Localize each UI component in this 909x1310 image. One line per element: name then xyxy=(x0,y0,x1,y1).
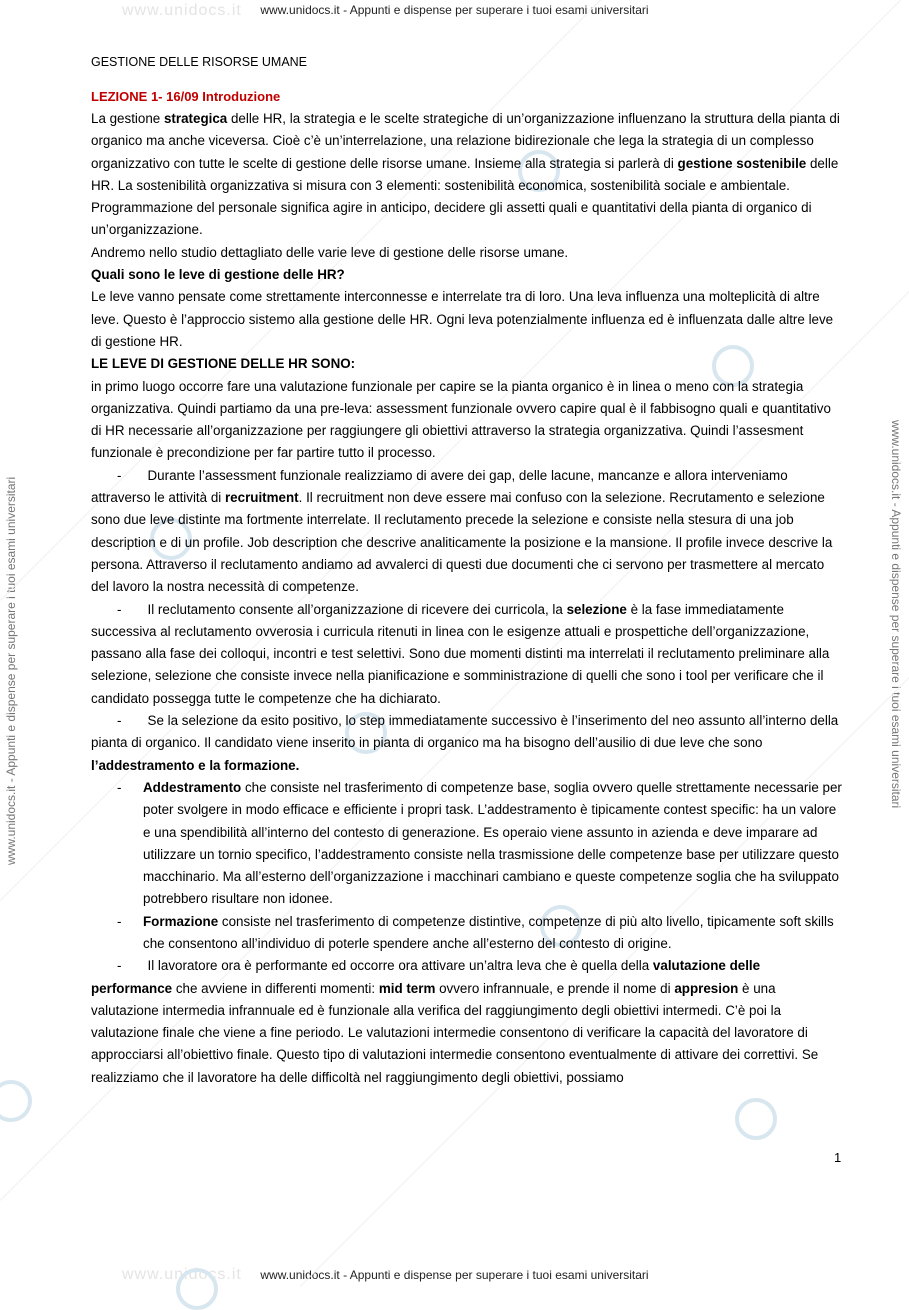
paragraph-recruitment: - Durante l’assessment funzionale realizziamo di avere dei gap, delle lacune, mancanze e allora interveniamo attraverso le attività di recruitment. Il recruitment non deve essere mai confuso con la selezione. Recrutamento e selezione sono due leve distinte ma fortmente interrelate. Il reclutamento precede la selezione e consiste nella stesura di una job description e di un profile. Job description che descrive analiticamente la posizione e la mansione. Il profile invece descrive la persona. Attraverso il reclutamento andiamo ad avvalerci di questi due documenti che ci servono per trasmettere al mercato del lavoro la nostra necessità di competenze. xyxy=(91,467,833,595)
paragraph-programmazione: Programmazione del personale significa agire in anticipo, decidere gli assetti quali e quantitativi della pianta di organico di un’organizzazione. xyxy=(91,200,812,238)
watermark-logo-icon xyxy=(735,1098,777,1140)
paragraph-question: Quali sono le leve di gestione delle HR? xyxy=(91,267,345,283)
paragraph-strategy: La gestione strategica delle HR, la strategia e le scelte strategiche di un’organizzazione influenzano la struttura della pianta di organico ma anche viceversa. Cioè c’è un’interrelazione, una relazione bidirezionale che lega la strategia di un complesso organizzativo con tutte le scelte di gestione delle risorse umane. Insieme alla strategia si parlerà di gestione sostenibile delle HR. La sostenibilità organizzativa si misura con 3 elementi: sostenibilità economica, sostenibilità sociale e ambientale. xyxy=(91,111,840,193)
paragraph-valutazione: - Il lavoratore ora è performante ed occorre ora attivare un’altra leva che è quella della valutazione delle performance che avviene in differenti momenti: mid term ovvero infrannuale, e prende il nome di appresion è una valutazione intermedia infrannuale ed è funzionale alla verifica del raggiungimento degli obiettivi intermedi. C’è poi la valutazione finale che viene a fine periodo. Le valutazioni intermedie consentono di verificare la capacità del lavoratore di approcciarsi all’obiettivo finale. Questo tipo di valutazioni intermedie consentono eventualmente di attivare dei correttivi. Se realizziamo che il lavoratore ha delle difficoltà nel raggiungimento degli obiettivi, possiamo xyxy=(91,958,819,1085)
paragraph-leve-heading: LE LEVE DI GESTIONE DELLE HR SONO: xyxy=(91,356,356,372)
paragraph-leve: Le leve vanno pensate come strettamente interconnesse e interrelate tra di loro. Una leva influenza una molteplicità di altre leve. Questo è l’approccio sistemo alla gestione delle HR. Ogni leva potenzialmente influenza ed è influenzata dalle altre leve di gestione HR. xyxy=(91,289,834,349)
document-title: GESTIONE DELLE RISORSE UMANE xyxy=(91,55,308,69)
watermark-banner-bottom: www.unidocs.it - Appunti e dispense per superare i tuoi esami universitari xyxy=(260,1268,649,1282)
paragraph-selezione: - Il reclutamento consente all’organizzazione di ricevere dei curricola, la selezione è la fase immediatamente successiva al reclutamento ovverosia i curricula ritenuti in linea con le esigenze attuali e prospettiche dell’organizzazione, passano alla fase dei colloqui, incontri e test selettivi. Sono due momenti distinti ma interrelati il reclutamento preliminare alla selezione, selezione che consiste invece nella pianificazione e somministrazione di quelli che sono i tool per verificare che il candidato possegga tutte le competenze che ha dichiarato. xyxy=(91,601,830,706)
page-number: 1 xyxy=(834,1150,842,1165)
watermark-side-left: www.unidocs.it - Appunti e dispense per superare i tuoi esami universitari xyxy=(4,476,18,865)
list-item-addestramento: - Addestramento che consiste nel trasferimento di competenze base, soglia ovvero quelle strettamente necessarie per poter svolgere in modo efficace e efficiente i propri task. L’addestramento è tipicamente contest specific: ha un valore e una spendibilità all’interno del contesto di generazione. Es operaio viene assunto in azienda e deve imparare ad utilizzare un tornio specifico, l’addestramento consiste nella trasmissione delle competenze base per utilizzare questo macchinario. Ma all’esterno dell’organizzazione i macchinari cambiano e queste competenze soglia che ha sviluppato potrebbero risultare non idonee. xyxy=(117,779,842,907)
paragraph-assessment: in primo luogo occorre fare una valutazione funzionale per capire se la pianta organico è in linea o meno con la strategia organizzativa. Quindi partiamo da una pre-leva: assessment funzionale ovvero capire qual è il fabbisogno quali e quantitativo di HR necessarie all’organizzazione per raggiungere gli obiettivi attraverso la strategia organizzativa. Quindi l’assesment funzionale è precondizione per far partire tutto il processo. xyxy=(91,378,831,461)
list-item-formazione: - Formazione consiste nel trasferimento di competenze distintive, competenze di più alto livello, tipicamente soft skills che consentono all’individuo di poterle spendere anche all’esterno del contesto di origine. xyxy=(117,913,834,951)
paragraph-inserimento: - Se la selezione da esito positivo, lo step immediatamente successivo è l’inserimento del neo assunto all’interno della pianta di organico. Il candidato viene inserito in pianta di organico ma ha bisogno dell’ausilio di due leve che sono l’addestramento e la formazione. xyxy=(91,713,839,773)
watermark-logo-icon xyxy=(0,1080,32,1122)
watermark-ghost-bottom: www.unidocs.it xyxy=(122,1266,242,1283)
watermark-ghost-top: www.unidocs.it xyxy=(122,2,242,19)
watermark-banner-top: www.unidocs.it - Appunti e dispense per superare i tuoi esami universitari xyxy=(260,3,649,17)
watermark-side-right: www.unidocs.it - Appunti e dispense per superare i tuoi esami universitari xyxy=(889,420,903,809)
lesson-heading: LEZIONE 1- 16/09 Introduzione xyxy=(91,89,281,104)
watermark-logo-icon xyxy=(176,1268,218,1310)
paragraph-studio: Andremo nello studio dettagliato delle varie leve di gestione delle risorse umane. xyxy=(91,244,569,260)
document-body xyxy=(91,52,843,1089)
